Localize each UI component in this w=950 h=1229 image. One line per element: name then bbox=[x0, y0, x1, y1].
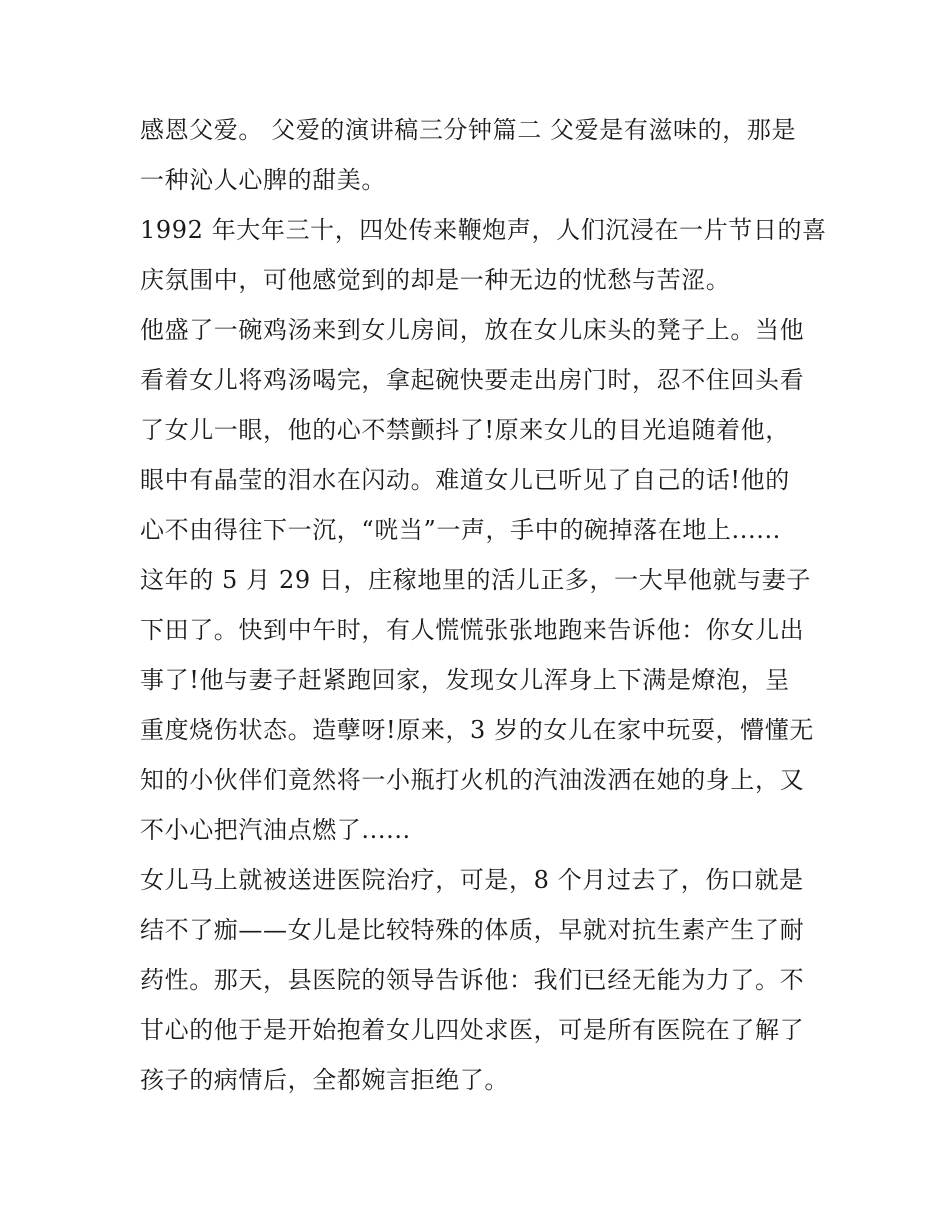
text-line: 心不由得往下一沉，“咣当”一声，手中的碗掉落在地上...... bbox=[140, 516, 781, 544]
text-line: 感恩父爱。 父爱的演讲稿三分钟篇二 父爱是有滋味的，那是 bbox=[140, 116, 797, 144]
text-line: 女儿马上就被送进医院治疗，可是，8 个月过去了，伤口就是 bbox=[140, 866, 804, 894]
text-line: 重度烧伤状态。造孽呀!原来，3 岁的女儿在家中玩耍，懵懂无 bbox=[140, 716, 814, 744]
text-line: 眼中有晶莹的泪水在闪动。难道女儿已听见了自己的话!他的 bbox=[140, 466, 790, 494]
text-line: 药性。那天，县医院的领导告诉他：我们已经无能为力了。不 bbox=[140, 966, 805, 994]
text-line: 这年的 5 月 29 日，庄稼地里的活儿正多，一大早他就与妻子 bbox=[140, 566, 811, 594]
document-body bbox=[140, 105, 827, 1105]
text-line: 孩子的病情后，全都婉言拒绝了。 bbox=[140, 1066, 509, 1094]
text-line: 了女儿一眼，他的心不禁颤抖了!原来女儿的目光追随着他， bbox=[140, 416, 790, 444]
text-line: 知的小伙伴们竟然将一小瓶打火机的汽油泼洒在她的身上，又 bbox=[140, 766, 805, 794]
text-line: 甘心的他于是开始抱着女儿四处求医，可是所有医院在了解了 bbox=[140, 1016, 805, 1044]
text-line: 他盛了一碗鸡汤来到女儿房间，放在女儿床头的凳子上。当他 bbox=[140, 316, 805, 344]
text-line: 下田了。快到中午时，有人慌慌张张地跑来告诉他：你女儿出 bbox=[140, 616, 805, 644]
text-line: 结不了痂——女儿是比较特殊的体质，早就对抗生素产生了耐 bbox=[140, 916, 805, 944]
text-line: 一种沁人心脾的甜美。 bbox=[140, 166, 386, 194]
text-line: 不小心把汽油点燃了...... bbox=[140, 816, 411, 844]
text-line: 庆氛围中，可他感觉到的却是一种无边的忧愁与苦涩。 bbox=[140, 266, 731, 294]
text-line: 事了!他与妻子赶紧跑回家，发现女儿浑身上下满是燎泡，呈 bbox=[140, 666, 790, 694]
text-line: 看着女儿将鸡汤喝完，拿起碗快要走出房门时，忍不住回头看 bbox=[140, 366, 805, 394]
text-line: 1992 年大年三十，四处传来鞭炮声，人们沉浸在一片节日的喜 bbox=[140, 216, 827, 244]
